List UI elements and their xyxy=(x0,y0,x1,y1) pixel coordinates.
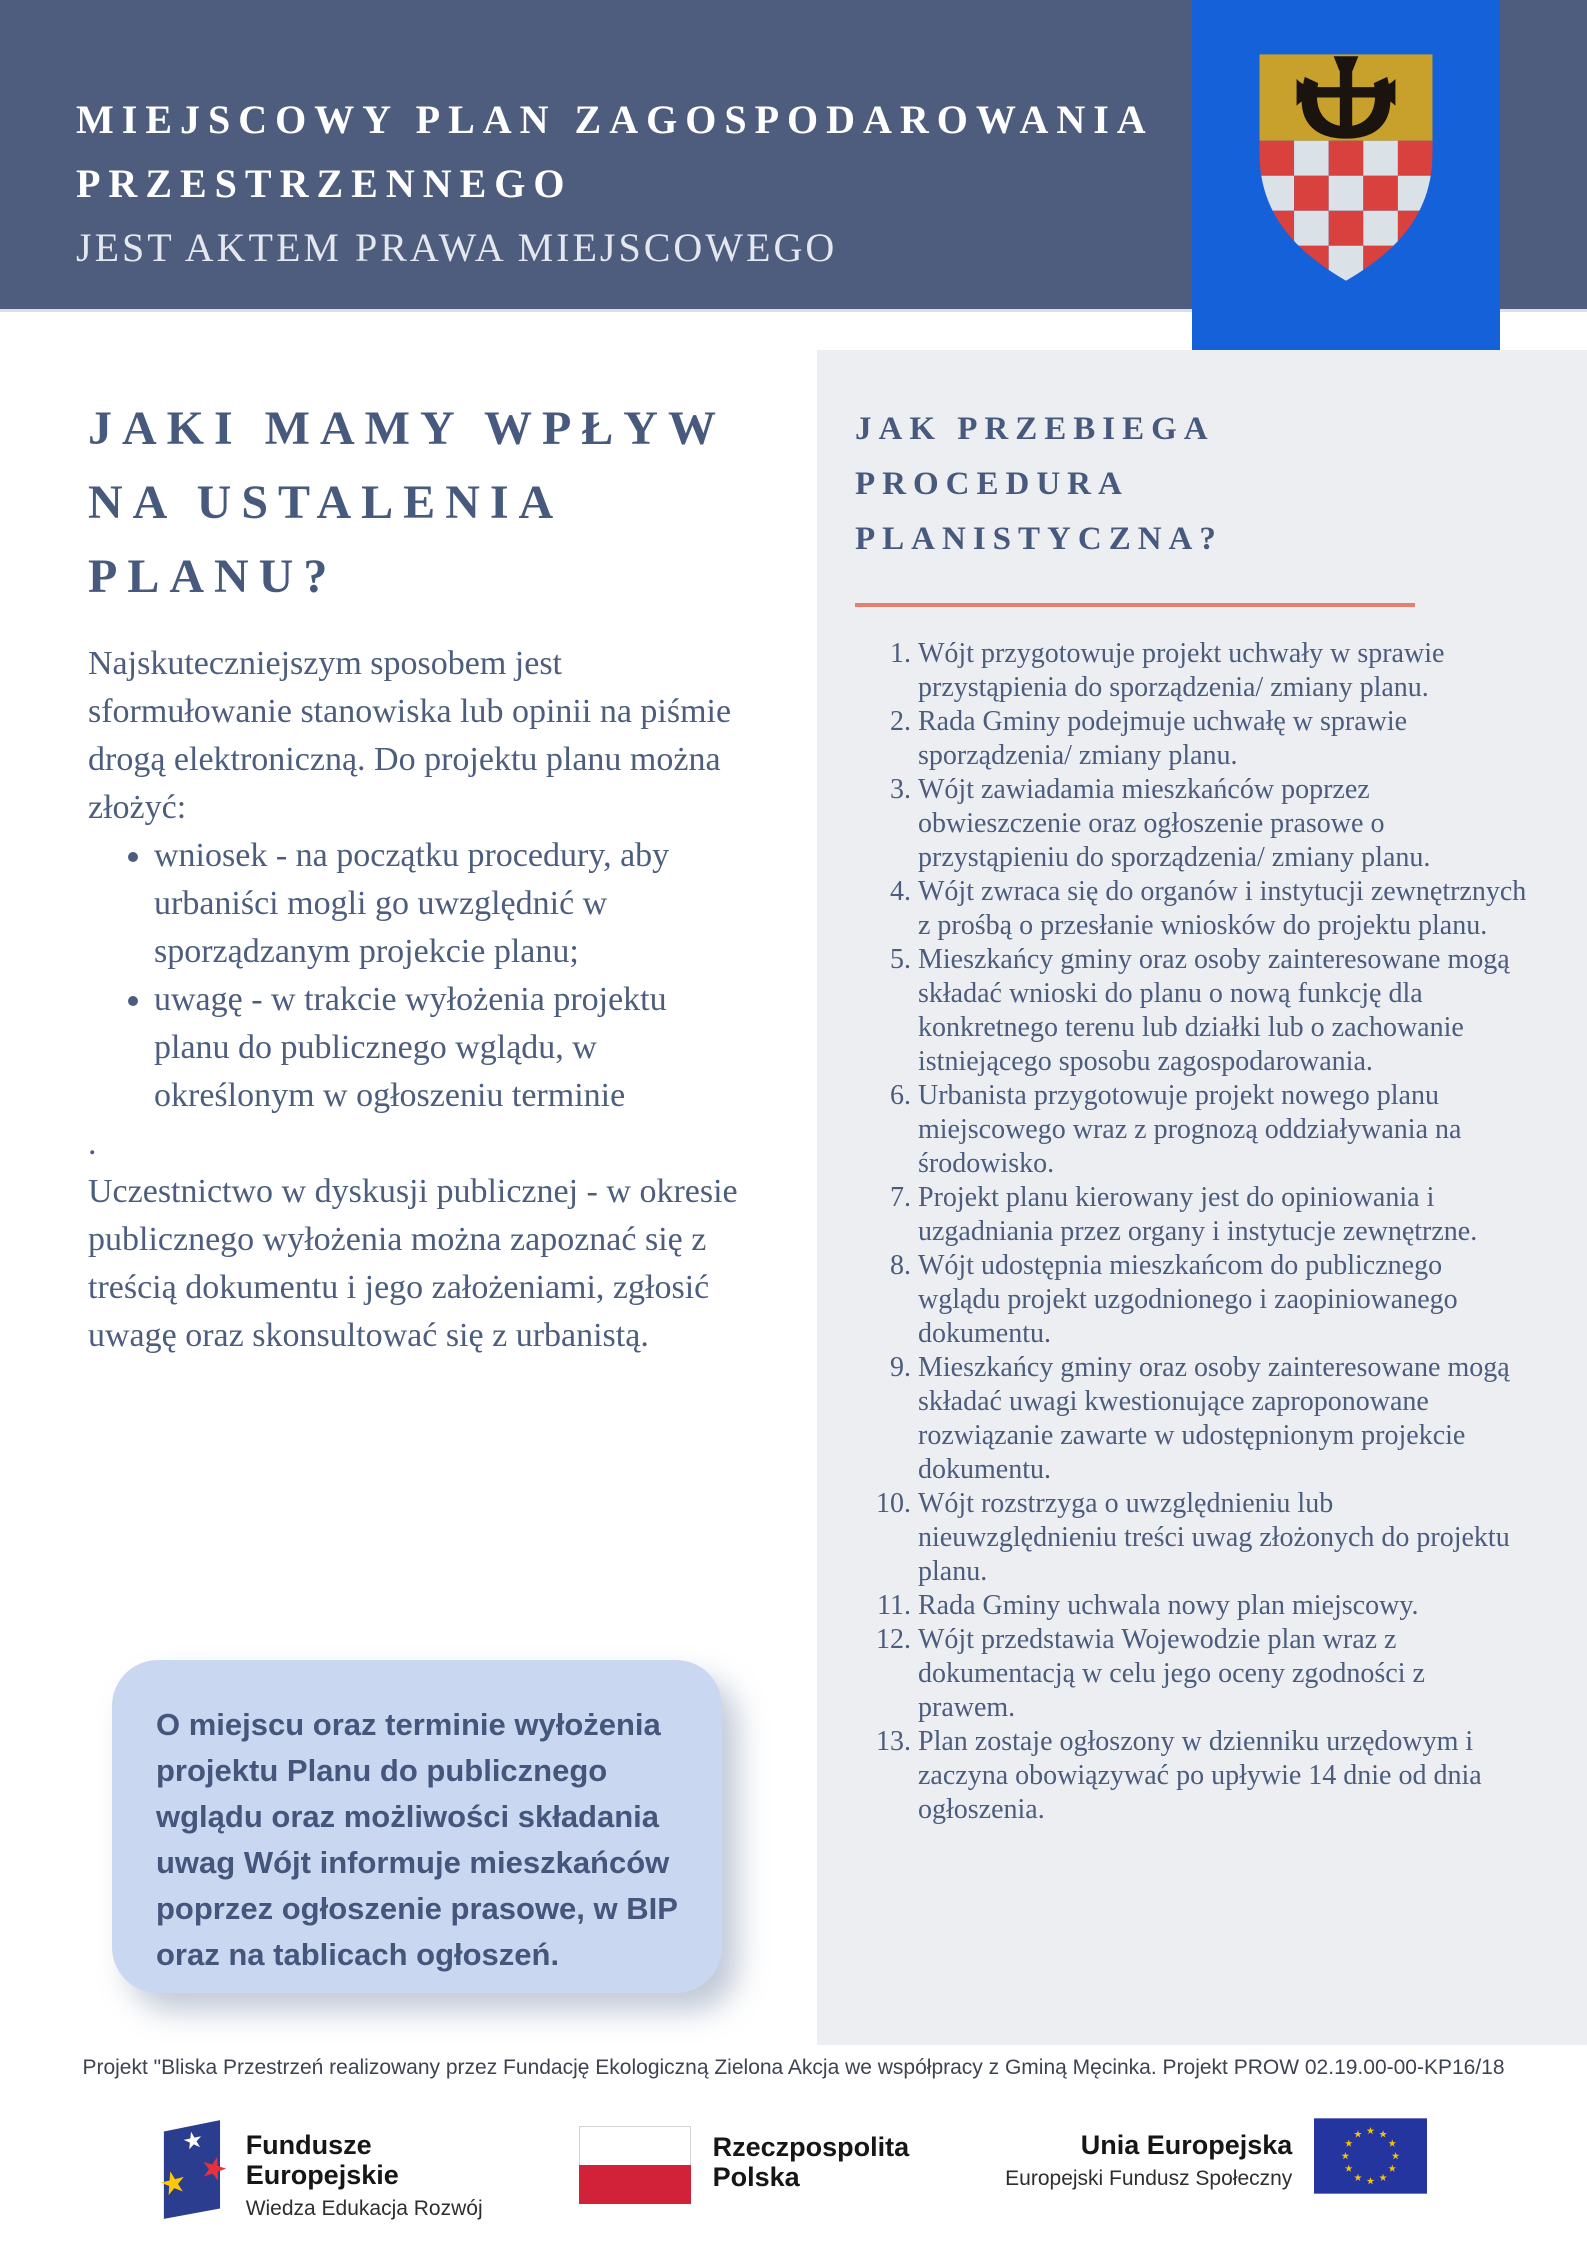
footer-logos xyxy=(0,2118,1587,2222)
fundusze-subtitle: Wiedza Edukacja Rozwój xyxy=(245,2197,483,2220)
page-title-line1: MIEJSCOWY PLAN ZAGOSPODAROWANIA xyxy=(76,97,1154,142)
logo-unia-europejska xyxy=(1005,2118,1427,2194)
step-text: Wójt przedstawia Wojewodzie plan wraz z dokumentacją w celu jego oceny zgodności z prawem. xyxy=(918,1624,1425,1723)
step-text: Mieszkańcy gminy oraz osoby zainteresowane mogą składać uwagi kwestionujące zaproponowane rozwiązanie zawarte w udostępnionym projekcie dokumentu. xyxy=(918,1352,1510,1485)
step-text: Wójt zawiadamia mieszkańców poprzez obwieszczenie oraz ogłoszenie prasowe o przystąpieniu do sporządzenia/ zmiany planu. xyxy=(918,774,1431,873)
procedure-heading-line2: PROCEDURA xyxy=(855,466,1129,502)
influence-heading-line2: NA USTALENIA xyxy=(88,476,564,529)
procedure-heading-line3: PLANISTYCZNA? xyxy=(855,521,1223,557)
procedure-heading-line1: JAK PRZEBIEGA xyxy=(855,411,1215,447)
step-number: 5. xyxy=(890,944,911,975)
procedure-step xyxy=(855,705,1547,773)
step-text: Wójt zwraca się do organów i instytucji zewnętrznych z prośbą o przesłanie wniosków do projektu planu. xyxy=(918,876,1527,941)
step-number: 12. xyxy=(876,1624,911,1655)
step-number: 1. xyxy=(890,638,911,669)
step-text: Rada Gminy podejmuje uchwałę w sprawie sporządzenia/ zmiany planu. xyxy=(918,706,1408,771)
page-title-line2: PRZESTRZENNEGO xyxy=(76,161,573,206)
step-number: 9. xyxy=(890,1352,911,1383)
fundusze-title-line1: Fundusze xyxy=(245,2130,372,2160)
procedure-step xyxy=(855,1351,1547,1487)
influence-paragraph-1: Najskuteczniejszym sposobem jest sformułowanie stanowiska lub opinii na piśmie drogą elektroniczną. Do projektu planu można złożyć: xyxy=(88,645,732,826)
procedure-step xyxy=(855,1079,1547,1181)
notice-callout: O miejscu oraz terminie wyłożenia projektu Planu do publicznego wglądu oraz możliwości składania uwag Wójt informuje mieszkańców poprzez ogłoszenie prasowe, w BIP oraz na tablicach ogłoszeń. xyxy=(112,1660,722,1993)
step-text: Projekt planu kierowany jest do opiniowania i uzgadniania przez organy i instytucje zewnętrzne. xyxy=(918,1182,1478,1247)
procedure-steps xyxy=(855,637,1547,1827)
procedure-step xyxy=(855,773,1547,875)
step-number: 2. xyxy=(890,706,911,737)
procedure-heading xyxy=(855,402,1547,567)
procedure-step xyxy=(855,943,1547,1079)
step-text: Mieszkańcy gminy oraz osoby zainteresowane mogą składać wnioski do planu o nową funkcję dla konkretnego terenu lub działki lub o zachowanie istniejącego sposobu zagospodarowania. xyxy=(918,944,1510,1077)
project-credit-line: Projekt "Bliska Przestrzeń realizowany przez Fundację Ekologiczną Zielona Akcja we współpracy z Gminą Męcinka. Projekt PROW 02.19.00-00-KP16/18 xyxy=(82,2056,1505,2079)
influence-column xyxy=(88,392,740,1360)
eu-flag-icon xyxy=(1314,2118,1427,2194)
step-number: 3. xyxy=(890,774,911,805)
procedure-step xyxy=(855,1589,1547,1623)
influence-heading-line3: PLANU? xyxy=(88,550,338,603)
logo-rzeczpospolita-polska xyxy=(579,2118,910,2204)
submission-bullet: • uwagę - w trakcie wyłożenia projektu planu do publicznego wglądu, w określonym w ogłoszeniu terminie xyxy=(154,976,720,1120)
step-number: 11. xyxy=(877,1590,911,1621)
step-number: 10. xyxy=(876,1488,911,1519)
step-number: 6. xyxy=(890,1080,911,1111)
procedure-step xyxy=(855,1725,1547,1827)
logo-fundusze-europejskie xyxy=(160,2118,483,2222)
fundusze-title-line2: Europejskie xyxy=(245,2160,399,2190)
procedure-step xyxy=(855,637,1547,705)
step-number: 13. xyxy=(876,1726,911,1757)
procedure-step xyxy=(855,1623,1547,1725)
submission-bullets xyxy=(88,832,720,1120)
accent-divider xyxy=(855,603,1415,607)
stray-period: . xyxy=(88,1125,97,1162)
step-text: Wójt przygotowuje projekt uchwały w sprawie przystąpienia do sporządzenia/ zmiany planu. xyxy=(918,638,1445,703)
submission-bullet: • wniosek - na początku procedury, aby urbaniści mogli go uwzględnić w sporządzanym projekcie planu; xyxy=(154,832,720,976)
procedure-step xyxy=(855,875,1547,943)
influence-heading-line1: JAKI MAMY WPŁYW xyxy=(88,402,726,455)
step-number: 4. xyxy=(890,876,911,907)
step-text: Wójt udostępnia mieszkańcom do publicznego wglądu projekt uzgodnionego i zaopiniowanego dokumentu. xyxy=(918,1250,1458,1349)
influence-paragraph-2: Uczestnictwo w dyskusji publicznej - w okresie publicznego wyłożenia można zapoznać się z treścią dokumentu i jego założeniami, zgłosić uwagę oraz skonsultować się z urbanistą. xyxy=(88,1173,738,1354)
step-text: Rada Gminy uchwala nowy plan miejscowy. xyxy=(918,1590,1419,1621)
procedure-step xyxy=(855,1249,1547,1351)
step-text: Urbanista przygotowuje projekt nowego planu miejscowego wraz z prognozą oddziaływania na środowisko. xyxy=(918,1080,1462,1179)
procedure-step xyxy=(855,1487,1547,1589)
procedure-step xyxy=(855,1181,1547,1249)
influence-heading xyxy=(88,392,740,614)
unia-title: Unia Europejska xyxy=(1080,2130,1293,2160)
fundusze-europejskie-flag-icon xyxy=(160,2118,226,2222)
polska-title-line2: Polska xyxy=(712,2162,800,2192)
coat-of-arms-icon xyxy=(1243,46,1449,289)
procedure-panel xyxy=(817,350,1587,2045)
step-text: Plan zostaje ogłoszony w dzienniku urzędowym i zaczyna obowiązywać po upływie 14 dnie od dnia ogłoszenia. xyxy=(918,1726,1482,1825)
step-number: 7. xyxy=(890,1182,911,1213)
page-subtitle: JEST AKTEM PRAWA MIEJSCOWEGO xyxy=(76,225,838,270)
polska-title-line1: Rzeczpospolita xyxy=(712,2132,910,2162)
step-text: Wójt rozstrzyga o uwzględnieniu lub nieuwzględnieniu treści uwag złożonych do projektu planu. xyxy=(918,1488,1510,1587)
step-number: 8. xyxy=(890,1250,911,1281)
poland-flag-icon xyxy=(579,2126,691,2204)
unia-subtitle: Europejski Fundusz Społeczny xyxy=(1005,2167,1293,2190)
